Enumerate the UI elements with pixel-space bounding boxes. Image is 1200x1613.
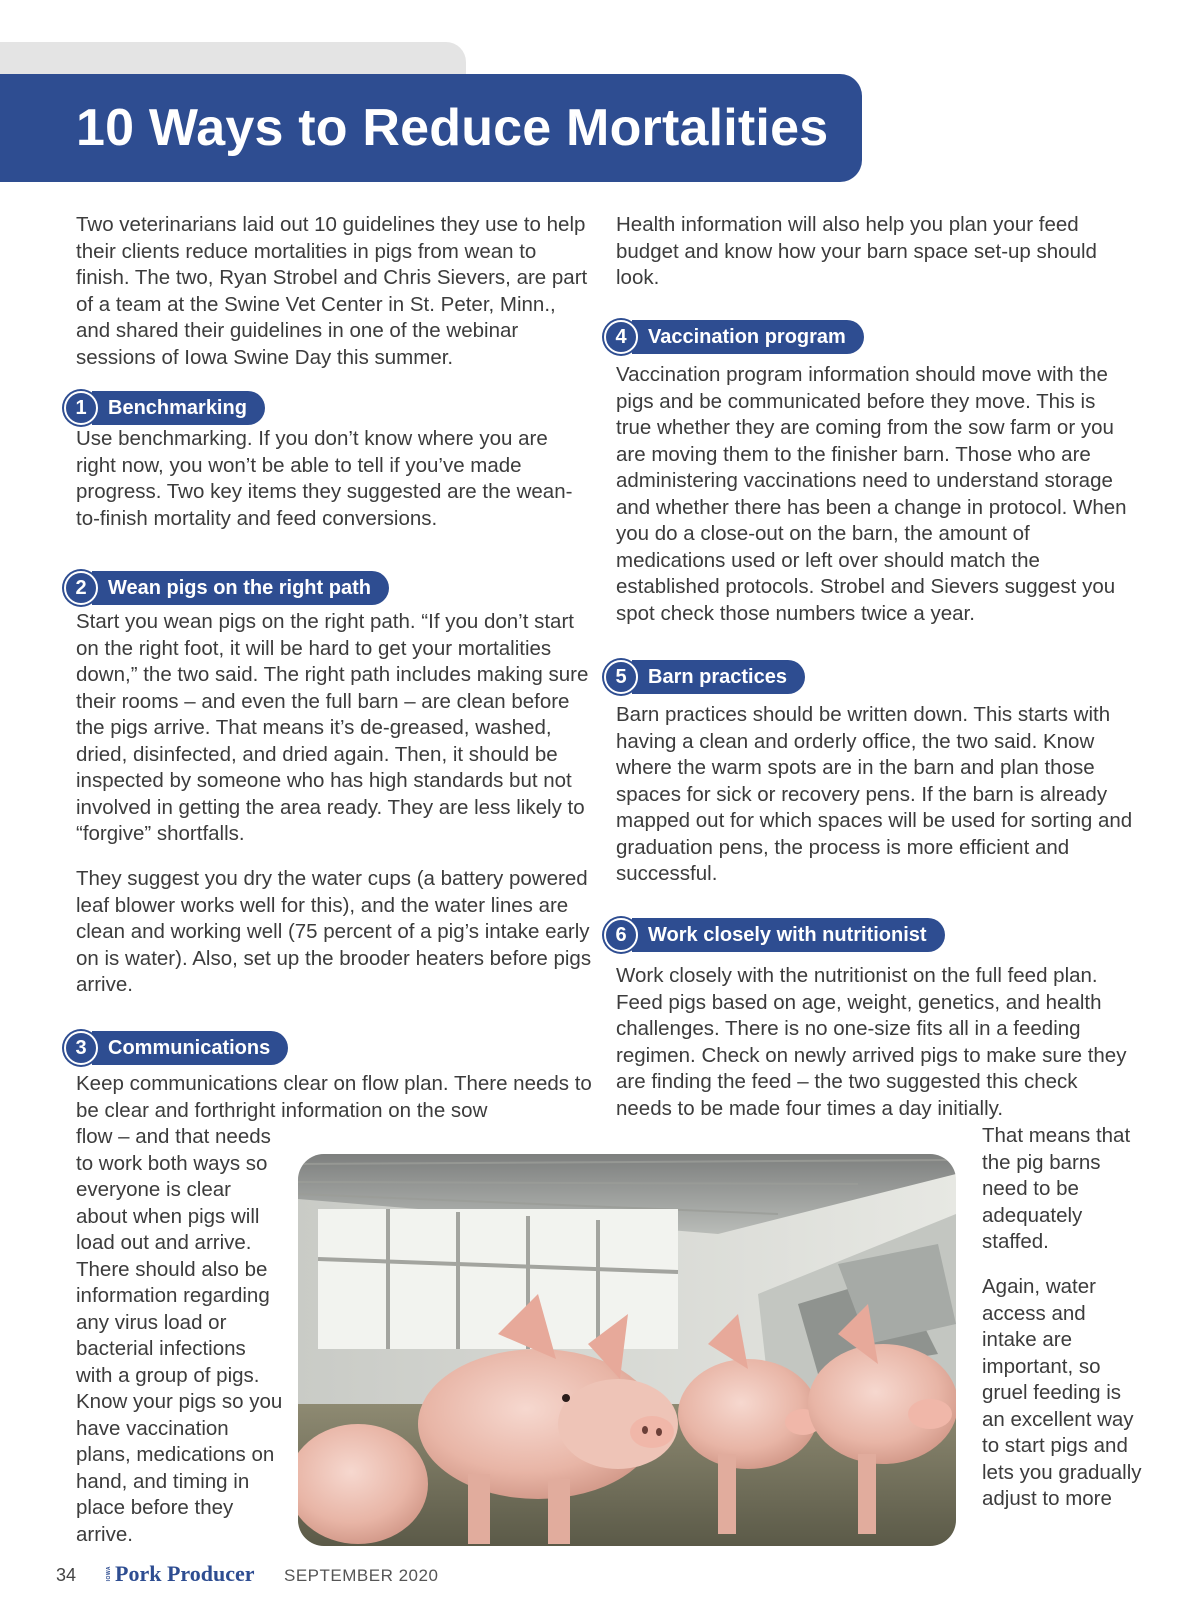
section-heading-6 <box>604 918 945 952</box>
section-number-badge: 2 <box>64 571 98 605</box>
section-number-badge: 3 <box>64 1031 98 1065</box>
section-number-badge: 1 <box>64 391 98 425</box>
logo-state-label: IOWA <box>106 1566 112 1582</box>
section-number-badge: 5 <box>604 660 638 694</box>
section-6-paragraph-1: Work closely with the nutritionist on the full feed plan. Feed pigs based on age, weight, genetics, and health challenges. There is no one-size fits all in a feeding regimen. Check on newly arrived pigs to make sure they are finding the feed – the two suggested this check needs to be made four times a day initially. <box>616 964 1127 1120</box>
section-heading-2 <box>64 571 389 605</box>
section-title: Work closely with nutritionist <box>632 918 945 952</box>
section-heading-1 <box>64 391 265 425</box>
section-2-paragraph-2: They suggest you dry the water cups (a battery powered leaf blower works well for this), and the water lines are clean and working well (75 percent of a pig’s intake early on is water). Also, set up the brooder heaters before pigs arrive. <box>76 867 592 996</box>
section-3-paragraph-2: flow – and that needs to work both ways so everyone is clear about when pigs will load out and arrive. There should also be information regarding any virus load or bacterial infections with a group of pigs. Know your pigs so you have vaccination plans, medications on hand, and timing in place before they arrive. <box>76 1125 283 1546</box>
section-heading-3 <box>64 1031 288 1065</box>
section-title: Vaccination program <box>632 320 864 354</box>
section-number-badge: 4 <box>604 320 638 354</box>
section-6-paragraph-3: Again, water access and intake are important, so gruel feeding is an excellent way to start pigs and lets you gradually adjust to more <box>982 1275 1142 1510</box>
issue-date: SEPTEMBER 2020 <box>284 1566 439 1585</box>
logo-name: Pork Producer <box>115 1561 255 1586</box>
section-1-paragraph: Use benchmarking. If you don’t know where you are right now, you won’t be able to tell if you’ve made progress. Two key items they suggested are the wean-to-finish mortality and feed conversions. <box>76 427 573 530</box>
section-5-paragraph: Barn practices should be written down. This starts with having a clean and orderly office, the two said. Know where the warm spots are in the barn and plan those spaces for sick or recovery pens. If the barn is already mapped out for which spaces will be used for sorting and graduation pens, the process is more efficient and successful. <box>616 703 1133 885</box>
section-title: Wean pigs on the right path <box>92 571 389 605</box>
magazine-logo <box>106 1561 255 1587</box>
section-6-paragraph-2: That means that the pig barns need to be adequately staffed. <box>982 1124 1131 1253</box>
section-4-paragraph: Vaccination program information should move with the pigs and be communicated before they move. This is true whether they are coming from the sow farm or you are moving them to the finisher barn. Those who are administering vaccinations need to understand storage and whether there has been a change in protocol. When you do a close-out on the barn, the amount of medications used or left over should match the established protocols. Strobel and Sievers suggest you spot check those numbers twice a year. <box>616 363 1127 625</box>
section-number-badge: 6 <box>604 918 638 952</box>
section-title: Benchmarking <box>92 391 265 425</box>
section-2-paragraph-1: Start you wean pigs on the right path. “If you don’t start on the right foot, it will be hard to get your mortalities down,” the two said. The right path includes making sure their rooms – and even the full barn – are clean before the pigs arrive. That means it’s de-greased, washed, dried, disinfected, and dried again. Then, it should be inspected by someone who has high standards but not involved in getting the area ready. They are less likely to “forgive” shortfalls. <box>76 610 589 845</box>
section-title: Communications <box>92 1031 288 1065</box>
intro-paragraph: Two veterinarians laid out 10 guidelines they use to help their clients reduce mortalities in pigs from wean to finish. The two, Ryan Strobel and Chris Sievers, are part of a team at the Swine Vet Center in St. Peter, Minn., and shared their guidelines in one of the webinar sessions of Iowa Swine Day this summer. <box>76 213 588 369</box>
piglets-photo <box>298 1154 956 1546</box>
page-number: 34 <box>56 1565 77 1585</box>
section-heading-5 <box>604 660 805 694</box>
section-title: Barn practices <box>632 660 805 694</box>
page-title: 10 Ways to Reduce Mortalities <box>76 99 829 157</box>
section-3-paragraph-1: Keep communications clear on flow plan. There needs to be clear and forthright information on the sow <box>76 1072 592 1122</box>
section-heading-4 <box>604 320 864 354</box>
health-info-paragraph: Health information will also help you plan your feed budget and know how your barn space set-up should look. <box>616 213 1097 289</box>
